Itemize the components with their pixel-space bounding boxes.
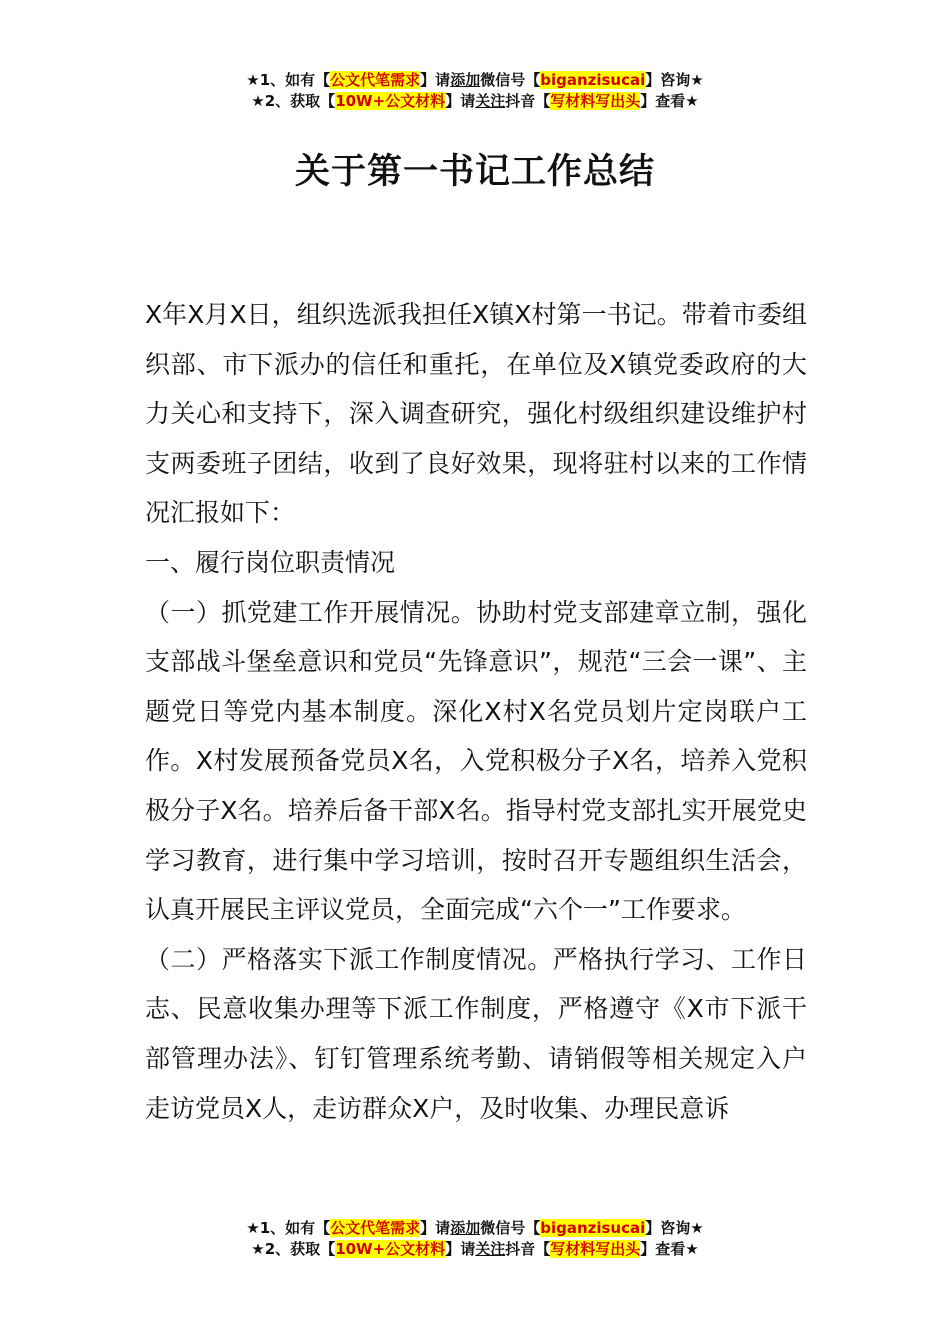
banner-line-1 — [0, 1218, 950, 1239]
banner-text: 】咨询★ — [645, 71, 704, 89]
document-title: 关于第一书记工作总结 — [294, 152, 655, 192]
banner-underlined: 添加 — [450, 1219, 481, 1237]
banner-highlight: 10W+公文材料 — [335, 92, 446, 110]
banner-text: 抖音【 — [505, 92, 551, 110]
banner-text: 微信号【 — [480, 1219, 541, 1237]
banner-underlined: 关注 — [475, 92, 506, 110]
banner-text: 】咨询★ — [645, 1219, 704, 1237]
banner-highlight: 公文代笔需求 — [330, 71, 421, 89]
banner-highlight: 公文代笔需求 — [330, 1219, 421, 1237]
banner-text: 】请 — [445, 92, 476, 110]
banner-text: 】查看★ — [640, 92, 699, 110]
banner-underlined: 添加 — [450, 71, 481, 89]
banner-highlight: biganzisucai — [540, 71, 646, 89]
banner-text: ★2、获取【 — [251, 1240, 336, 1258]
banner-text: 】查看★ — [640, 1240, 699, 1258]
header-banner — [0, 70, 950, 112]
banner-text: 】请 — [420, 1219, 451, 1237]
banner-underlined: 关注 — [475, 1240, 506, 1258]
banner-highlight: 写材料写出头 — [550, 92, 641, 110]
banner-highlight: biganzisucai — [540, 1219, 646, 1237]
banner-text: 微信号【 — [480, 71, 541, 89]
banner-text: ★1、如有【 — [246, 1219, 331, 1237]
banner-highlight: 10W+公文材料 — [335, 1240, 446, 1258]
paragraph-work-system: （二）严格落实下派工作制度情况。严格执行学习、工作日志、民意收集办理等下派工作制度，严格遵守《X市下派干部管理办法》、钉钉管理系统考勤、请销假等相关规定入户走访党员X人，走访群众X户，及时收集、办理民意诉 — [145, 944, 807, 1123]
paragraph-intro: X年X月X日，组织选派我担任X镇X村第一书记。带着市委组织部、市下派办的信任和重托，在单位及X镇党委政府的大力关心和支持下，深入调查研究，强化村级组织建设维护村支两委班子团结，收到了良好效果，现将驻村以来的工作情况汇报如下： — [145, 300, 807, 528]
banner-text: 】请 — [445, 1240, 476, 1258]
paragraph-party-building: （一）抓党建工作开展情况。协助村党支部建章立制，强化支部战斗堡垒意识和党员“先锋意识”，规范“三会一课”、主题党日等党内基本制度。深化X村X名党员划片定岗联户工作。X村发展预备党员X名，入党积极分子X名，培养入党积极分子X名。培养后备干部X名。指导村党支部扎实开展党史学习教育，进行集中学习培训，按时召开专题组织生活会，认真开展民主评议党员，全面完成“六个一”工作要求。 — [145, 597, 807, 925]
banner-line-2 — [0, 91, 950, 112]
banner-text: ★2、获取【 — [251, 92, 336, 110]
banner-text: 抖音【 — [505, 1240, 551, 1258]
banner-text: 】请 — [420, 71, 451, 89]
banner-line-2 — [0, 1239, 950, 1260]
banner-highlight: 写材料写出头 — [550, 1240, 641, 1258]
banner-text: ★1、如有【 — [246, 71, 331, 89]
document-body — [145, 290, 807, 1133]
banner-line-1 — [0, 70, 950, 91]
footer-banner — [0, 1218, 950, 1260]
section-heading: 一、履行岗位职责情况 — [145, 547, 396, 577]
